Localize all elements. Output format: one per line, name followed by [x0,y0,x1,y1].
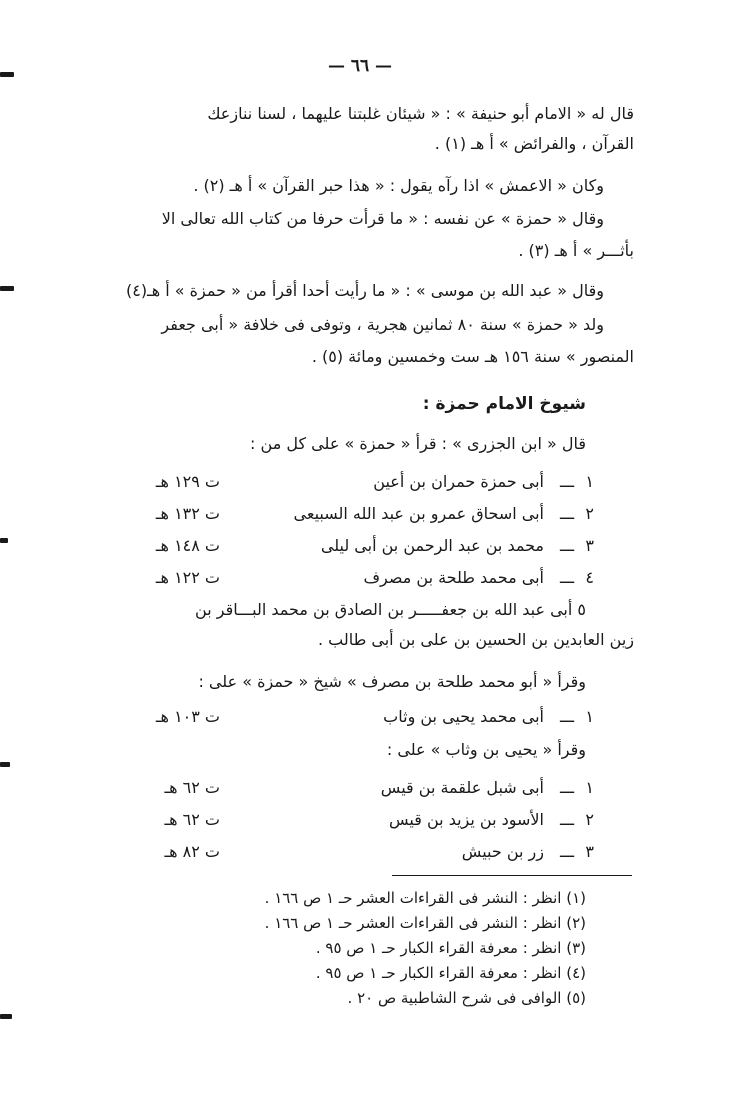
scan-margin-mark [0,538,8,543]
death-year: ت ٦٢ هـ [164,778,220,797]
item-number: ١ [585,778,594,797]
death-year: ت ١٢٢ هـ [155,568,220,587]
item-dash: ـــ [559,472,574,491]
paragraph-line-4: وقال « حمزة » عن نفسه : « ما قرأت حرفا من كتاب الله تعالى الا [161,209,604,228]
teacher-item-yahya-3 [110,841,594,865]
teacher-name: أبى شبل علقمة بن قيس [380,778,544,797]
item-dash: ـــ [559,842,574,861]
item-number: ٢ [585,810,594,829]
teacher-item-1 [110,471,594,495]
paragraph-line-2: القرآن ، والفرائض » أ هـ (١) . [434,134,634,153]
item-number: ١ [585,707,594,726]
section2-intro: وقرأ « أبو محمد طلحة بن مصرف » شيخ « حمزة » على : [198,672,586,691]
footnote-4: (٤) انظر : معرفة القراء الكبار حـ ١ ص ٩٥ . [315,964,586,982]
teacher-name: محمد بن عبد الرحمن بن أبى ليلى [320,536,544,555]
page-number: — ٦٦ — [327,56,393,76]
footnote-3: (٣) انظر : معرفة القراء الكبار حـ ١ ص ٩٥ . [315,939,586,957]
death-year: ت ١٤٨ هـ [155,536,220,555]
item-dash: ـــ [559,707,574,726]
item-number: ٣ [585,842,594,861]
section1-intro: قال « ابن الجزرى » : قرأ « حمزة » على كل من : [250,434,586,453]
item-number: ٣ [585,536,594,555]
teacher-item-4 [110,567,594,591]
teacher-name: زر بن حبيش [461,842,544,861]
paragraph-line-6: وقال « عبد الله بن موسى » : « ما رأيت أحدا أقرأ من « حمزة » أ هـ(٤) [125,281,604,300]
death-year: ت ٨٢ هـ [164,842,220,861]
item-dash: ـــ [559,568,574,587]
paragraph-line-1: قال له « الامام أبو حنيفة » : « شيئان غلبتنا عليهما ، لسنا ننازعك [207,104,634,123]
footnote-5: (٥) الوافى فى شرح الشاطبية ص ٢٠ . [347,989,586,1007]
death-year: ت ١٠٣ هـ [155,707,220,726]
teacher-name: أبى محمد يحيى بن وثاب [383,707,544,726]
teacher-item-2 [110,503,594,527]
scan-margin-mark [0,762,10,767]
item-dash: ـــ [559,504,574,523]
item-dash: ـــ [559,810,574,829]
scan-margin-mark [0,72,14,77]
section3-intro: وقرأ « يحيى بن وثاب » على : [386,740,586,759]
teacher-item-5-line-1: ٥ أبى عبد الله بن جعفـــــر بن الصادق بن محمد البـــاقر بن [195,600,586,619]
footnote-2: (٢) انظر : النشر فى القراءات العشر حـ ١ ص ١٦٦ . [264,914,586,932]
paragraph-line-8: المنصور » سنة ١٥٦ هـ ست وخمسين ومائة (٥) . [311,347,634,366]
teacher-name: أبى حمزة حمران بن أعين [373,472,544,491]
footnote-divider [392,875,632,876]
paragraph-line-3: وكان « الاعمش » اذا رآه يقول : « هذا حبر القرآن » أ هـ (٢) . [193,176,604,195]
item-number: ٢ [585,504,594,523]
teacher-item-yahya-2 [110,809,594,833]
item-dash: ـــ [559,536,574,555]
teacher-name: أبى اسحاق عمرو بن عبد الله السبيعى [293,504,544,523]
teacher-name: أبى محمد طلحة بن مصرف [363,568,544,587]
teacher-item-5-line-2: زين العابدين بن الحسين بن على بن أبى طالب . [317,630,634,649]
teacher-item-talha-1 [110,706,594,730]
item-number: ١ [585,472,594,491]
item-number: ٤ [585,568,594,587]
death-year: ت ١٣٢ هـ [155,504,220,523]
footnote-1: (١) انظر : النشر فى القراءات العشر حـ ١ ص ١٦٦ . [264,889,586,907]
death-year: ت ١٢٩ هـ [155,472,220,491]
teacher-item-yahya-1 [110,777,594,801]
teacher-item-3 [110,535,594,559]
section-heading: شيوخ الامام حمزة : [422,394,586,414]
scan-margin-mark [0,1014,12,1019]
death-year: ت ٦٢ هـ [164,810,220,829]
item-dash: ـــ [559,778,574,797]
scan-margin-mark [0,286,14,291]
paragraph-line-5: بأثـــر » أ هـ (٣) . [518,241,634,260]
teacher-name: الأسود بن يزيد بن قيس [389,810,544,829]
paragraph-line-7: ولد « حمزة » سنة ٨٠ ثمانين هجرية ، وتوفى فى خلافة « أبى جعفر [161,315,604,334]
